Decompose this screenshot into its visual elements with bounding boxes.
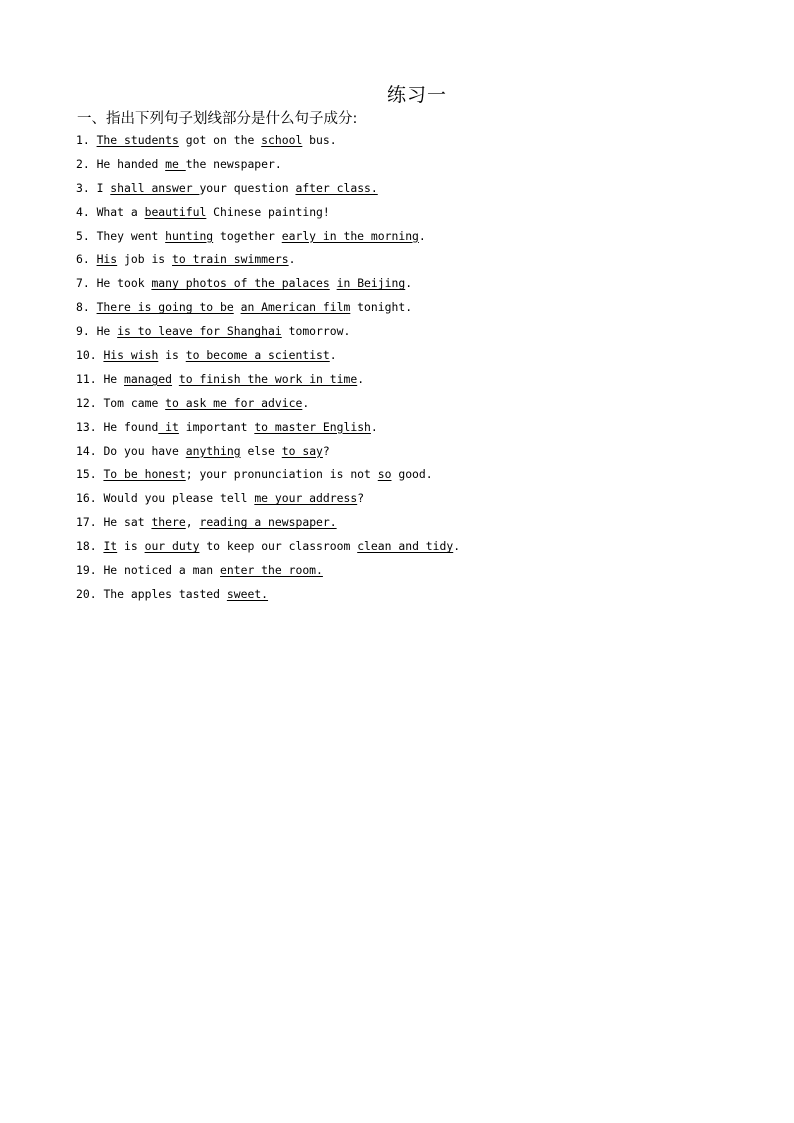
item-number: 13. bbox=[76, 419, 97, 434]
sentence-segment: is bbox=[117, 539, 145, 554]
list-item bbox=[76, 370, 460, 394]
sentence-segment: What a bbox=[96, 204, 145, 219]
sentence-segment: Do you have bbox=[103, 443, 186, 458]
sentence-segment: . bbox=[357, 371, 365, 386]
underlined-segment: me bbox=[165, 156, 186, 171]
list-item bbox=[76, 561, 460, 585]
list-item bbox=[76, 465, 460, 489]
sentence-segment bbox=[330, 276, 337, 290]
underlined-segment: to become a scientist bbox=[185, 348, 330, 363]
underlined-segment: managed bbox=[124, 371, 173, 386]
list-item bbox=[76, 442, 460, 466]
list-item bbox=[76, 346, 460, 370]
item-number: 12. bbox=[76, 395, 97, 410]
sentence-segment: job is bbox=[117, 252, 173, 267]
list-item bbox=[76, 155, 460, 179]
item-number: 8. bbox=[76, 300, 90, 315]
sentence-segment: to keep our classroom bbox=[199, 539, 358, 554]
underlined-segment: our duty bbox=[144, 539, 200, 554]
item-number: 10. bbox=[76, 348, 97, 363]
item-number: 6. bbox=[76, 252, 90, 267]
underlined-segment: many photos of the palaces bbox=[151, 276, 330, 291]
list-item bbox=[76, 250, 460, 274]
sentence-segment: tonight. bbox=[350, 300, 413, 315]
sentence-segment: He sat bbox=[103, 515, 152, 530]
underlined-segment: it bbox=[158, 419, 179, 434]
page-title: 练习一 bbox=[386, 84, 447, 106]
list-item bbox=[76, 203, 460, 227]
item-number: 18. bbox=[76, 539, 97, 554]
sentence-segment: . bbox=[288, 252, 296, 267]
sentence-segment: bus. bbox=[302, 133, 337, 147]
underlined-segment: The students bbox=[96, 133, 179, 147]
underlined-segment: to ask me for advice bbox=[165, 395, 303, 410]
underlined-segment: enter the room. bbox=[220, 563, 323, 578]
instruction-text: 一、指出下列句子划线部分是什么句子成分: bbox=[77, 111, 358, 127]
underlined-segment: There is going to be bbox=[96, 300, 234, 315]
item-number: 5. bbox=[76, 228, 90, 243]
sentence-segment: . bbox=[453, 539, 461, 554]
item-number: 11. bbox=[76, 371, 97, 386]
sentence-segment: your question bbox=[199, 180, 296, 195]
underlined-segment: an American film bbox=[240, 300, 351, 315]
underlined-segment: reading a newspaper. bbox=[199, 515, 337, 530]
sentence-segment: He took bbox=[96, 276, 152, 291]
underlined-segment: His wish bbox=[103, 348, 159, 363]
exercise-list bbox=[76, 131, 460, 609]
sentence-segment: tomorrow. bbox=[281, 324, 351, 339]
item-number: 17. bbox=[76, 515, 97, 530]
sentence-segment: He handed bbox=[96, 156, 166, 171]
list-item bbox=[76, 131, 460, 155]
list-item bbox=[76, 274, 460, 298]
sentence-segment: He bbox=[96, 324, 118, 339]
sentence-segment: He bbox=[103, 371, 125, 386]
underlined-segment: after class. bbox=[295, 180, 378, 195]
underlined-segment: is to leave for Shanghai bbox=[117, 324, 282, 339]
item-number: 7. bbox=[76, 276, 90, 291]
underlined-segment: hunting bbox=[165, 228, 214, 243]
item-number: 4. bbox=[76, 204, 90, 219]
list-item bbox=[76, 322, 460, 346]
sentence-segment: ; your pronunciation is not bbox=[185, 467, 378, 482]
underlined-segment: anything bbox=[185, 443, 241, 458]
item-number: 3. bbox=[76, 180, 90, 195]
sentence-segment: good. bbox=[391, 467, 433, 482]
sentence-segment: . bbox=[329, 348, 337, 363]
item-number: 2. bbox=[76, 156, 90, 171]
sentence-segment: is bbox=[158, 348, 186, 363]
sentence-segment: Chinese painting! bbox=[206, 204, 330, 219]
list-item bbox=[76, 394, 460, 418]
sentence-segment: . bbox=[302, 395, 310, 410]
underlined-segment: school bbox=[261, 133, 303, 147]
sentence-segment: the newspaper. bbox=[185, 156, 282, 171]
sentence-segment: important bbox=[178, 419, 255, 434]
sentence-segment: ? bbox=[357, 491, 365, 506]
underlined-segment: shall answer bbox=[110, 180, 200, 195]
underlined-segment: His bbox=[96, 252, 118, 267]
underlined-segment: to finish the work in time bbox=[178, 371, 358, 386]
item-number: 20. bbox=[76, 586, 97, 601]
sentence-segment: . bbox=[370, 419, 378, 434]
underlined-segment: sweet. bbox=[226, 586, 269, 601]
sentence-segment: He found bbox=[103, 419, 159, 434]
underlined-segment: in Beijing bbox=[336, 276, 406, 291]
underlined-segment: beautiful bbox=[144, 204, 207, 219]
list-item bbox=[76, 227, 460, 251]
sentence-segment: The apples tasted bbox=[103, 586, 227, 601]
sentence-segment: ? bbox=[322, 443, 330, 458]
sentence-segment: together bbox=[213, 228, 282, 243]
sentence-segment: They went bbox=[96, 228, 166, 243]
list-item bbox=[76, 298, 460, 322]
sentence-segment: else bbox=[240, 443, 282, 458]
underlined-segment: so bbox=[377, 467, 392, 482]
item-number: 14. bbox=[76, 443, 97, 458]
underlined-segment: to master English bbox=[254, 419, 371, 434]
underlined-segment: there bbox=[151, 515, 186, 530]
underlined-segment: early in the morning bbox=[281, 228, 419, 243]
item-number: 9. bbox=[76, 324, 90, 339]
item-number: 15. bbox=[76, 467, 97, 482]
list-item bbox=[76, 585, 460, 609]
item-number: 19. bbox=[76, 563, 97, 578]
list-item bbox=[76, 179, 460, 203]
sentence-segment: He noticed a man bbox=[103, 563, 221, 578]
underlined-segment: To be honest bbox=[103, 467, 186, 482]
sentence-segment: Tom came bbox=[103, 395, 166, 410]
sentence-segment: . bbox=[418, 228, 426, 243]
item-number: 1. bbox=[76, 133, 90, 147]
item-number: 16. bbox=[76, 491, 97, 506]
underlined-segment: It bbox=[103, 539, 118, 554]
sentence-segment bbox=[234, 300, 241, 314]
underlined-segment: to train swimmers bbox=[172, 252, 289, 267]
underlined-segment: me your address bbox=[254, 491, 358, 506]
underlined-segment: clean and tidy bbox=[357, 539, 454, 554]
sentence-segment: got on the bbox=[178, 133, 262, 147]
list-item bbox=[76, 537, 460, 561]
sentence-segment: , bbox=[185, 515, 200, 530]
sentence-segment bbox=[172, 372, 179, 386]
sentence-segment: . bbox=[405, 276, 413, 291]
list-item bbox=[76, 513, 460, 537]
list-item bbox=[76, 418, 460, 442]
sentence-segment: I bbox=[96, 180, 111, 195]
underlined-segment: to say bbox=[281, 443, 323, 458]
list-item bbox=[76, 489, 460, 513]
sentence-segment: Would you please tell bbox=[103, 491, 255, 506]
